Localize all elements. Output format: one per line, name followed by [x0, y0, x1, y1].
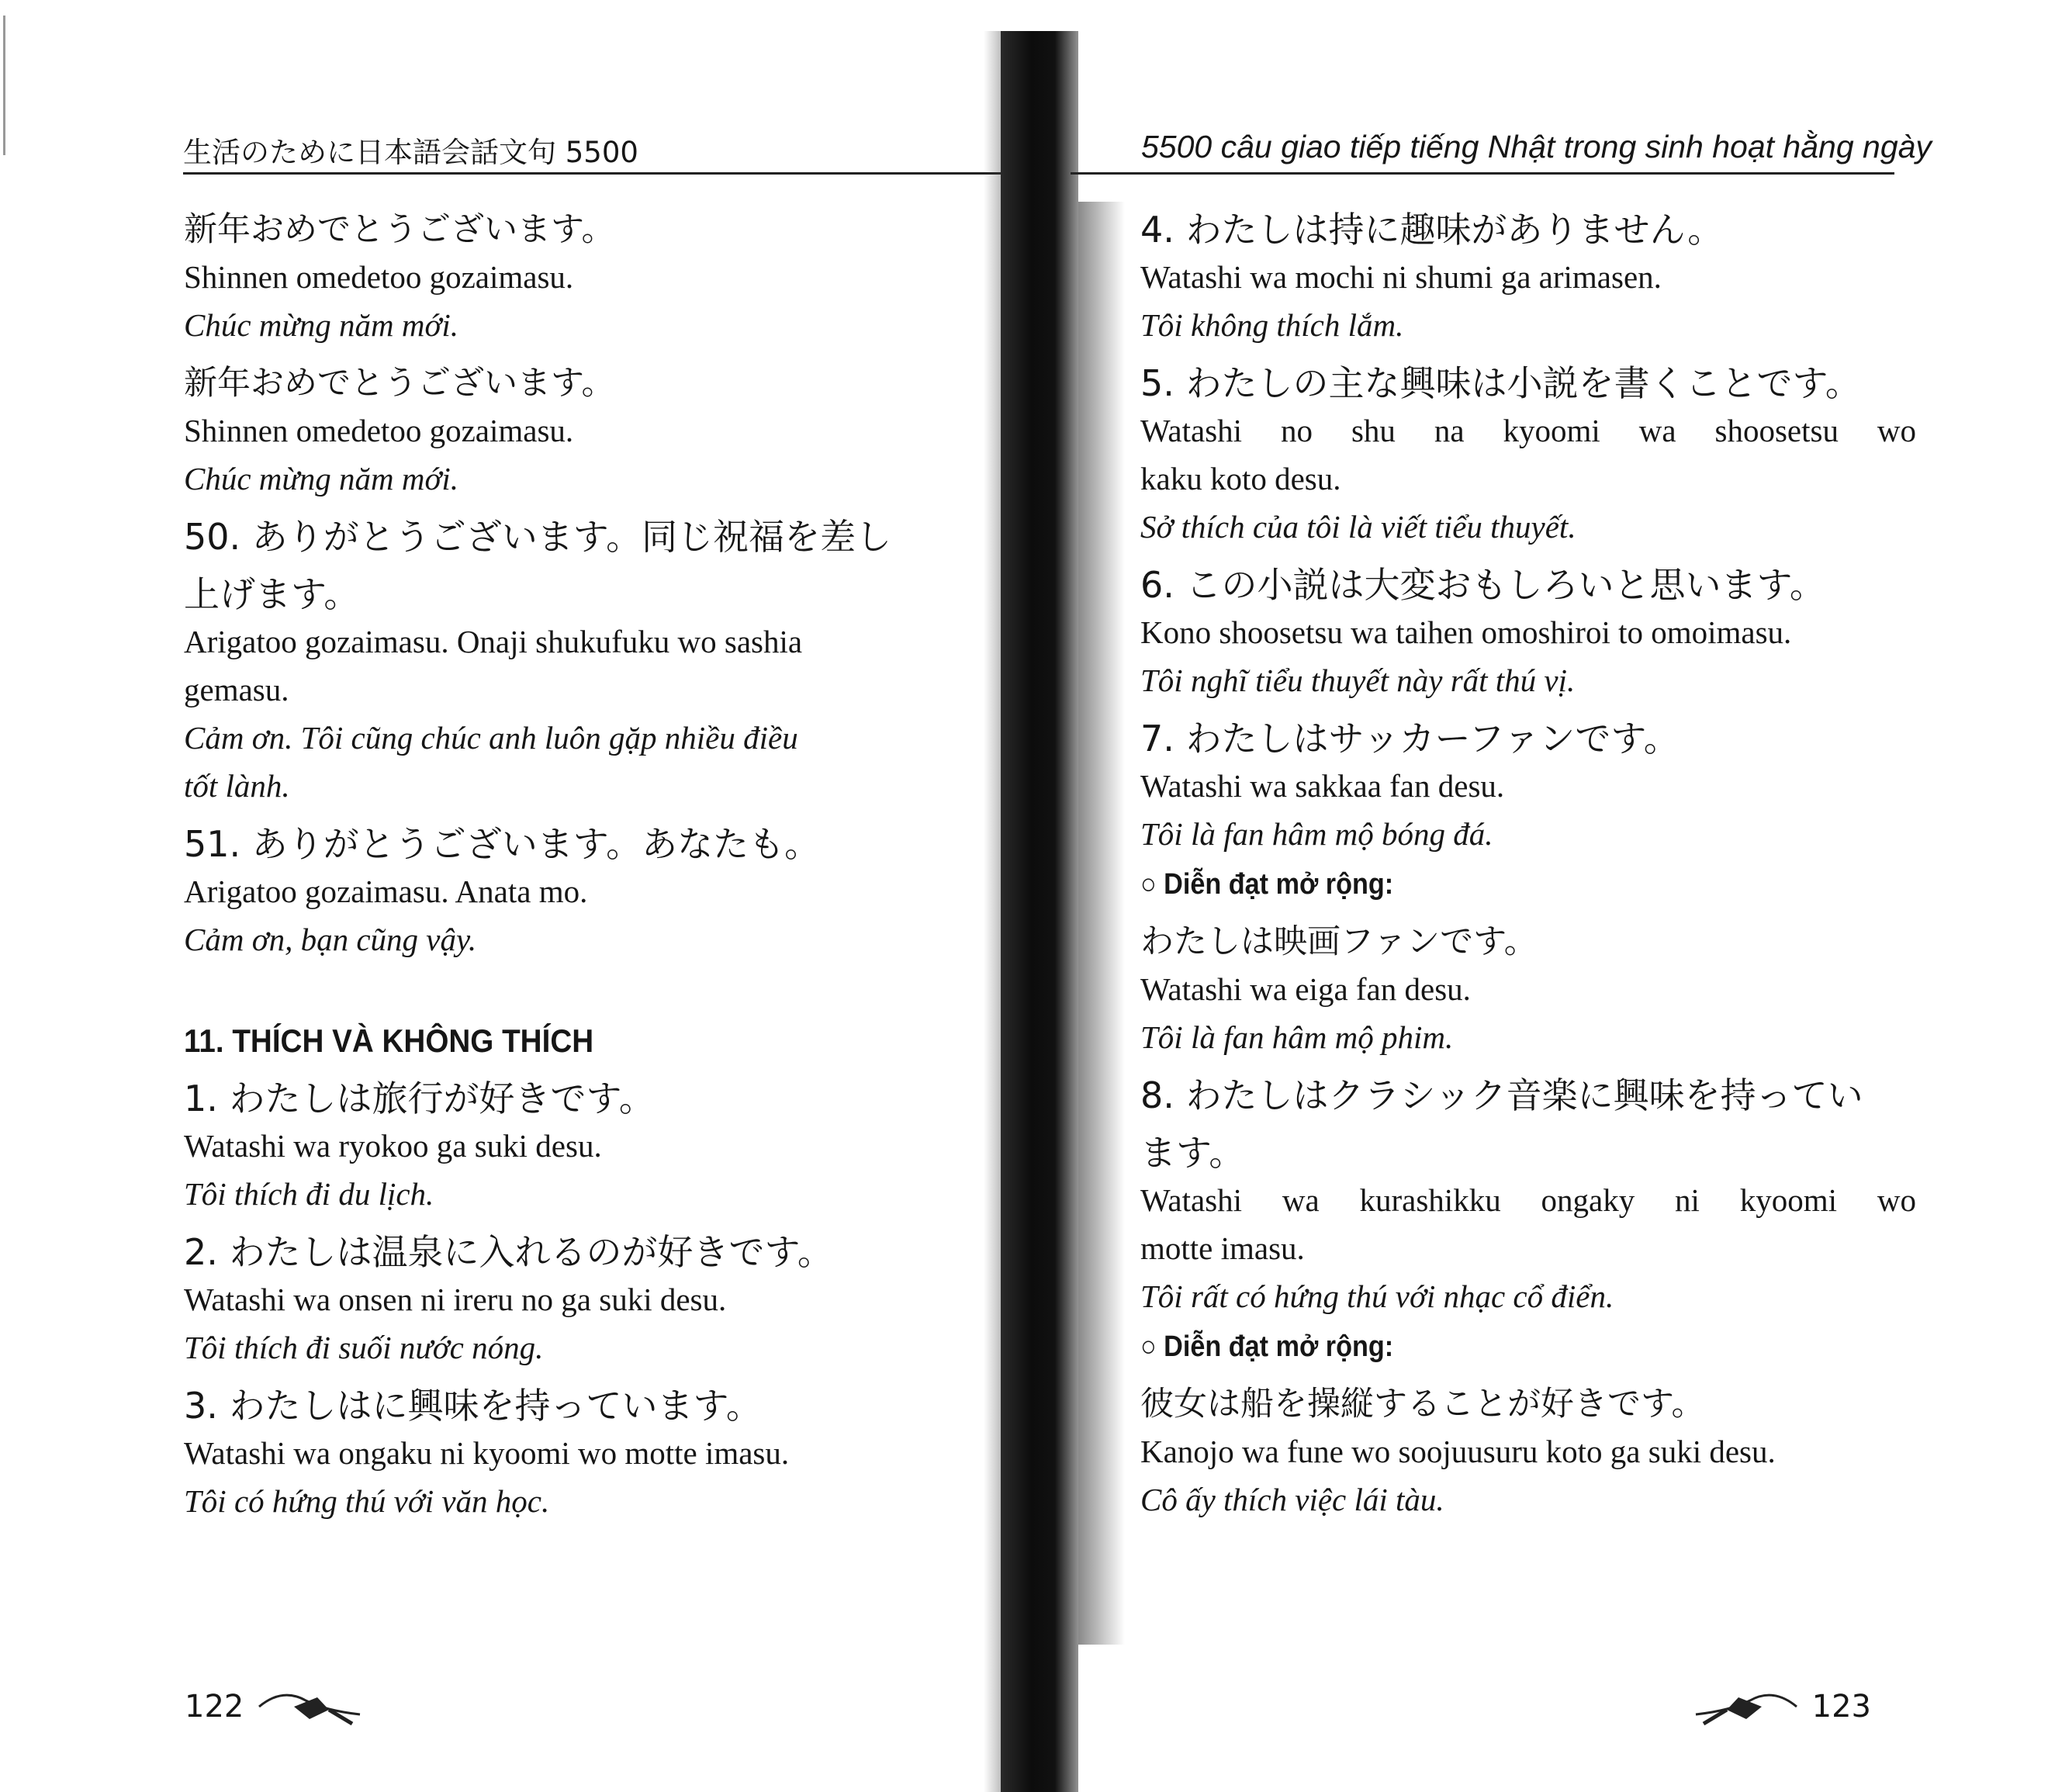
romaji-line: Watashi wa mochi ni shumi ga arimasen.: [1140, 259, 1662, 295]
japanese-line: 2. わたしは温泉に入れるのが好きです。: [184, 1231, 833, 1273]
vietnamese-line: Tôi thích đi suối nước nóng.: [184, 1330, 544, 1365]
romaji-line: Watashi wa ryokoo ga suki desu.: [184, 1128, 602, 1164]
romaji-line: Watashi wa sakkaa fan desu.: [1140, 768, 1505, 804]
romaji-line: Kanojo wa fune wo soojuusuru koto ga suki desu.: [1140, 1434, 1776, 1469]
right-running-header: 5500 câu giao tiếp tiếng Nhật trong sinh hoạt hằng ngày: [1141, 129, 1932, 164]
japanese-line: 5. わたしの主な興味は小説を書くことです。: [1140, 362, 1861, 404]
subheading: ○ Diễn đạt mở rộng:: [1140, 1330, 1394, 1363]
right-header-rule: [1071, 172, 1894, 175]
vietnamese-line: Chúc mừng năm mới.: [184, 307, 459, 343]
japanese-line: 新年おめでとうございます。: [184, 364, 615, 403]
romaji-line: Shinnen omedetoo gozaimasu.: [184, 259, 574, 295]
vietnamese-line: Cảm ơn, bạn cũng vậy.: [184, 922, 477, 957]
vietnamese-line: Cảm ơn. Tôi cũng chúc anh luôn gặp nhiều điều: [184, 720, 798, 756]
japanese-line: 8. わたしはクラシック音楽に興味を持ってい: [1140, 1074, 1863, 1116]
right-page: [1024, 0, 2048, 1792]
left-header-rule: [183, 172, 1027, 175]
vietnamese-line: Tôi nghĩ tiểu thuyết này rất thú vị.: [1140, 662, 1576, 698]
romaji-line: Watashi no shu na kyoomi wa shoosetsu wo: [1140, 413, 1916, 448]
romaji-line: Arigatoo gozaimasu. Anata mo.: [184, 874, 588, 909]
romaji-line: Kono shoosetsu wa taihen omoshiroi to omoimasu.: [1140, 614, 1792, 650]
right-page-body: [1140, 195, 1916, 1524]
romaji-line: Watashi wa ongaku ni kyoomi wo motte imasu.: [184, 1435, 790, 1471]
romaji-line: Shinnen omedetoo gozaimasu.: [184, 413, 574, 448]
japanese-line: 上げます。: [184, 573, 360, 615]
vietnamese-line: Sở thích của tôi là viết tiểu thuyết.: [1140, 509, 1576, 545]
left-page-body: [184, 195, 998, 1525]
romaji-line: Watashi wa onsen ni ireru no ga suki desu.: [184, 1282, 727, 1317]
romaji-line: Watashi wa eiga fan desu.: [1140, 971, 1471, 1007]
japanese-line: 50. ありがとうございます。同じ祝福を差し: [184, 516, 892, 558]
romaji-line: motte imasu.: [1140, 1230, 1305, 1266]
japanese-line: わたしは映画ファンです。: [1140, 922, 1538, 961]
bird-ornament-icon: [1688, 1683, 1804, 1730]
romaji-line: gemasu.: [184, 672, 289, 707]
japanese-line: 彼女は船を操縦することが好きです。: [1140, 1385, 1705, 1424]
vietnamese-line: Tôi rất có hứng thú với nhạc cổ điển.: [1140, 1278, 1614, 1314]
right-page-number: [1688, 1683, 1871, 1730]
vietnamese-line: Cô ấy thích việc lái tàu.: [1140, 1482, 1444, 1517]
page-number-text: 123: [1811, 1689, 1871, 1725]
subheading: ○ Diễn đạt mở rộng:: [1140, 868, 1394, 901]
japanese-line: 新年おめでとうございます。: [184, 210, 615, 249]
japanese-line: 6. この小説は大変おもしろいと思います。: [1140, 564, 1825, 606]
vietnamese-line: Tôi là fan hâm mộ bóng đá.: [1140, 816, 1493, 852]
page-number-text: 122: [185, 1689, 244, 1725]
vietnamese-line: Tôi là fan hâm mộ phim.: [1140, 1019, 1454, 1055]
japanese-line: ます。: [1140, 1132, 1245, 1174]
vietnamese-line: Chúc mừng năm mới.: [184, 461, 459, 496]
japanese-line: 1. わたしは旅行が好きです。: [184, 1078, 655, 1119]
section-heading: 11. THÍCH VÀ KHÔNG THÍCH: [184, 1022, 594, 1059]
romaji-line: Arigatoo gozaimasu. Onaji shukufuku wo sashia: [184, 624, 803, 659]
japanese-line: 4. わたしは持に趣味がありません。: [1140, 209, 1724, 251]
romaji-line: Watashi wa kurashikku ongaky ni kyoomi wo: [1140, 1182, 1916, 1218]
romaji-line: kaku koto desu.: [1140, 461, 1341, 496]
left-running-header: 生活のために日本語会話文句 5500: [183, 136, 638, 169]
vietnamese-line: Tôi có hứng thú với văn học.: [184, 1483, 550, 1519]
japanese-line: 51. ありがとうございます。あなたも。: [184, 823, 821, 865]
japanese-line: 7. わたしはサッカーファンです。: [1140, 718, 1680, 759]
bird-ornament-icon: [251, 1683, 368, 1730]
vietnamese-line: Tôi thích đi du lịch.: [184, 1176, 434, 1212]
japanese-line: 3. わたしはに興味を持っています。: [184, 1385, 762, 1427]
left-page-number: [185, 1683, 368, 1730]
vietnamese-line: tốt lành.: [184, 768, 290, 804]
vietnamese-line: Tôi không thích lắm.: [1140, 307, 1404, 343]
